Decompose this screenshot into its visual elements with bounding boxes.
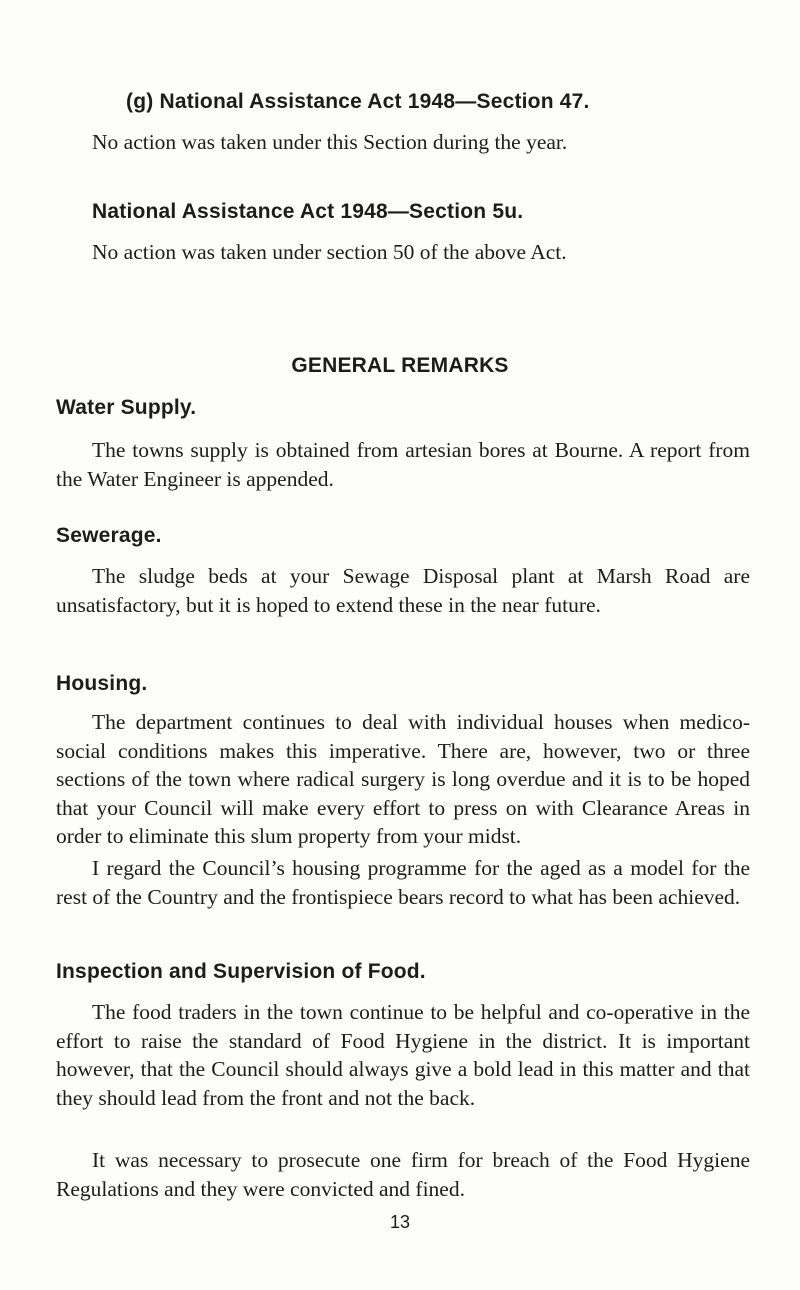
- sewerage-heading: Sewerage.: [56, 524, 162, 547]
- housing-text-2: I regard the Council’s housing programme for the aged as a model for the rest of the Country and the frontispiece bears record to what has been achieved.: [56, 856, 750, 909]
- sewerage-text: The sludge beds at your Sewage Disposal plant at Marsh Road are unsatisfactory, but it is hoped to extend these in the near future.: [56, 564, 750, 617]
- section-47-heading: (g) National Assistance Act 1948—Section 47.: [126, 90, 590, 113]
- section-47-text: No action was taken under this Section during the year.: [92, 130, 568, 154]
- section-50-text: No action was taken under section 50 of the above Act.: [92, 240, 567, 264]
- water-supply-heading: Water Supply.: [56, 396, 197, 419]
- housing-heading: Housing.: [56, 672, 148, 695]
- page-number: 13: [389, 1212, 411, 1232]
- food-inspection-heading: Inspection and Supervision of Food.: [56, 960, 426, 983]
- water-supply-text: The towns supply is obtained from artesian bores at Bourne. A report from the Water Engineer is appended.: [56, 438, 750, 491]
- general-remarks-title: GENERAL REMARKS: [291, 354, 509, 377]
- food-inspection-text-2: It was necessary to prosecute one firm for breach of the Food Hygiene Regulations and they were convicted and fined.: [56, 1148, 750, 1201]
- housing-text-1: The department continues to deal with individual houses when medico-social conditions makes this imperative. There are, however, two or three sections of the town where radical surgery is long overdue and it is to be hoped that your Council will make every effort to press on with Clearance Areas in order to eliminate this slum property from your midst.: [56, 710, 750, 848]
- section-50-heading: National Assistance Act 1948—Section 5u.: [92, 200, 524, 223]
- food-inspection-text-1: The food traders in the town continue to be helpful and co-operative in the effort to raise the standard of Food Hygiene in the district. It is important however, that the Council should always give a bold lead in this matter and that they should lead from the front and not the back.: [56, 1000, 750, 1110]
